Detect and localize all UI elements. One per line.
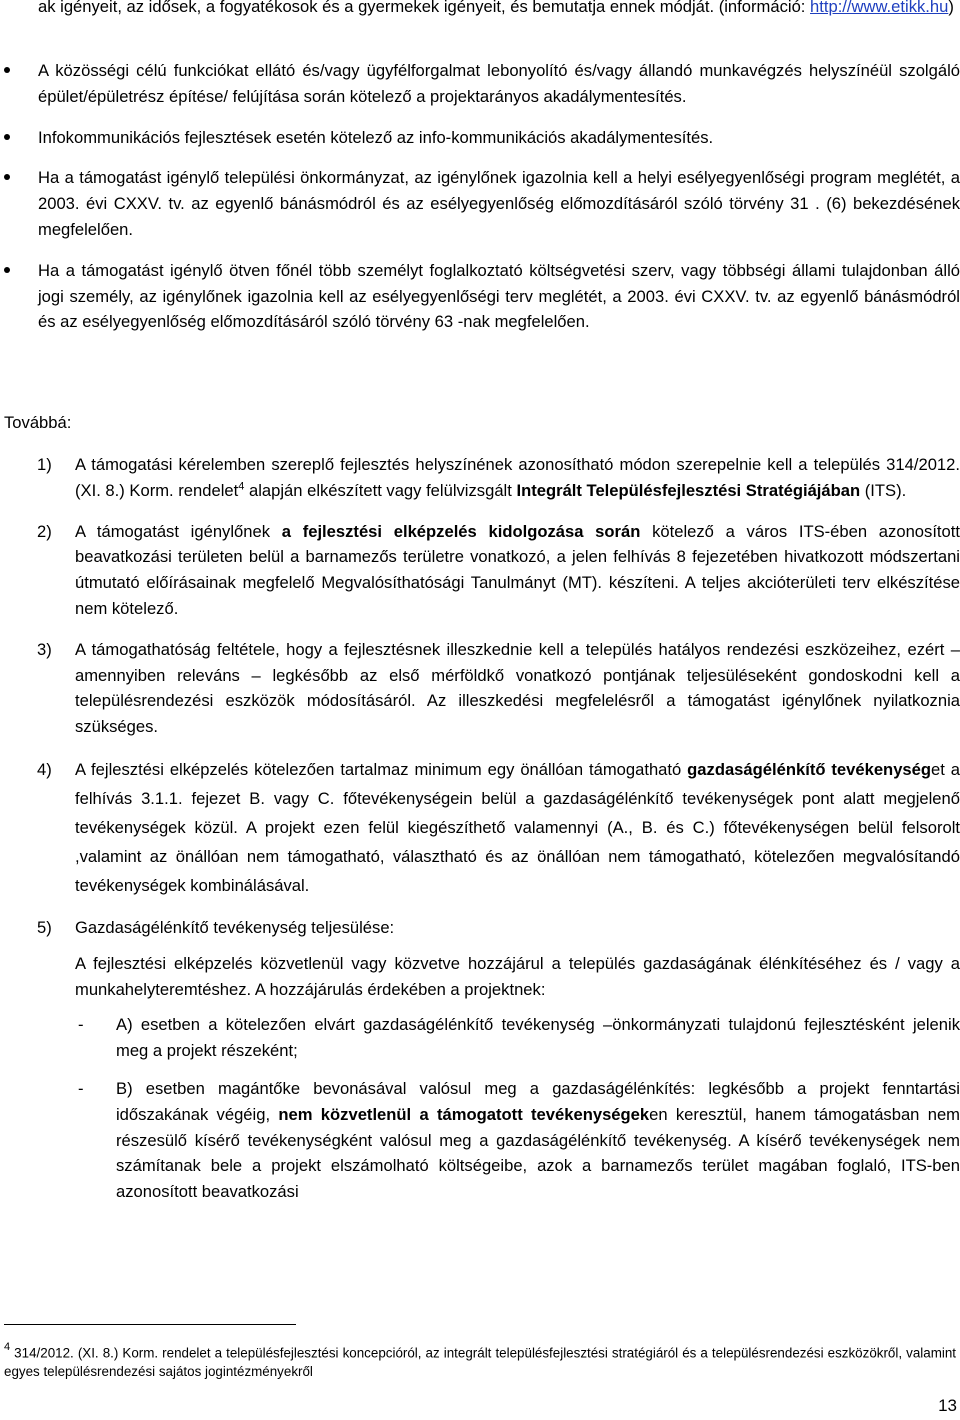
item-text xyxy=(75,755,960,900)
item-5-heading: Gazdaságélénkítő tevékenység teljesülése: xyxy=(75,917,395,937)
item-2-text-b: kötelező a város ITS-ében azonosított beavatkozási területen belül a barnamezős területre vonatkozó, a jelen felhívás 8 fejezetében hivatkozott módszertani útmutató előírásainak megfelelő Megvalósíthatósági Tanulmányt (MT). készíteni. A teljes akcióterületi terv elkészítése nem kötelező. xyxy=(75,521,960,618)
item-4-text-a: A fejlesztési elképzelés kötelezően tartalmaz minimum egy önállóan támogatható xyxy=(75,759,688,779)
item-number: 2) xyxy=(37,521,52,541)
item-2-text-a: A támogatást igénylőnek xyxy=(75,521,282,541)
item-number: 4) xyxy=(37,759,52,779)
dash-b-bold: nem közvetlenül a támogatott tevékenységek xyxy=(278,1104,650,1124)
item-text xyxy=(75,519,960,622)
item-number: 5) xyxy=(37,917,52,937)
dash-mark: - xyxy=(78,1078,84,1098)
bullet-item xyxy=(0,258,960,335)
intro-paragraph xyxy=(38,0,960,20)
bullet-text: A közösségi célú funkciókat ellátó és/vagy ügyfélforgalmat lebonyolító és/vagy állandó munkavégzés helyszínéül szolgáló épület/épületrész építése/ felújítása során kötelező a projektarányos akadálymentesítés. xyxy=(38,61,960,106)
bullet-item xyxy=(0,125,960,151)
requirements-bullet-list xyxy=(0,58,960,350)
bullet-dot-icon xyxy=(4,174,10,180)
numbered-list xyxy=(0,452,960,1217)
item-4-text-b: et a felhívás 3.1.1. fejezet B. vagy C. főtevékenységein belül a gazdaságélénkítő tevékenységek pont alatt megjelenő tevékenységek közül. A projekt ezen felül kiegészíthető valamennyi (A., B. és C.) főtevékenységen belül felsorolt ,valamint az önállóan nem támogatható, választható és az önállóan nem támogatható, kötelezően megvalósítandó tevékenységek kombinálásával. xyxy=(75,759,960,895)
numbered-item-3 xyxy=(0,637,960,740)
footnote-separator xyxy=(4,1324,296,1325)
item-1-text-a: A támogatási kérelemben szereplő fejlesztés helyszínének azonosítható módon szerepelnie kell a település 314/2012. (XI. 8.) Korm. rendelet xyxy=(75,455,960,500)
bullet-dot-icon xyxy=(4,67,10,73)
item-1-bold: Integrált Településfejlesztési Stratégiájában xyxy=(516,480,861,500)
footnote-number: 4 xyxy=(4,1341,11,1353)
numbered-item-1 xyxy=(0,452,960,504)
dash-item-a-text: A) esetben a kötelezően elvárt gazdaságélénkítő tevékenység –önkormányzati tulajdonú fejlesztésként jelenik meg a projekt részeként; xyxy=(116,1015,960,1061)
dash-b-text-a: B) esetben magántőke bevonásával valósul meg a gazdaságélénkítés: legkésőbb a projekt fenntartási időszakának végéig, xyxy=(116,1078,960,1124)
item-number: 1) xyxy=(37,455,52,474)
bullet-text: Ha a támogatást igénylő ötven főnél több személyt foglalkoztató költségvetési szerv, vagy többségi állami tulajdonban álló jogi személy, az igénylőnek igazolnia kell az esélyegyenlőségi terv meglétét, a 2003. évi CXXV. tv. az egyenlő bánásmódról és az esélyegyenlőség előmozdításáról szóló törvény 63 -nak megfelelően. xyxy=(38,260,960,332)
dash-item-b-text xyxy=(116,1076,960,1205)
bullet-text: Ha a támogatást igénylő települési önkormányzat, az igénylőnek igazolnia kell a helyi esélyegyenlőségi program meglétét, a 2003. évi CXXV. tv. az egyenlő bánásmódról és az esélyegyenlőség előmozdításáról szóló törvény 31 . (6) bekezdésének megfelelően. xyxy=(38,168,960,239)
numbered-item-4 xyxy=(0,755,960,900)
footnote-ref[interactable]: 4 xyxy=(238,480,245,493)
etikk-link[interactable]: http://www.etikk.hu xyxy=(810,0,949,16)
page-number: 13 xyxy=(938,1396,957,1415)
item-2-bold: a fejlesztési elképzelés kidolgozása során xyxy=(281,521,641,541)
bullet-dot-icon xyxy=(4,267,10,273)
dash-item-a xyxy=(0,1012,960,1064)
item-1-text-b: alapján elkészített vagy felülvizsgált xyxy=(244,480,517,500)
footnote-text: 314/2012. (XI. 8.) Korm. rendelet a településfejlesztési koncepcióról, az integrált településfejlesztési stratégiáról és a településrendezési eszközökről, valamint egyes településrendezési sajátos jogintézményekről xyxy=(4,1345,956,1380)
dash-item-b xyxy=(0,1076,960,1205)
item-number: 3) xyxy=(37,639,52,659)
dash-b-text-b: en keresztül, hanem támogatásban nem részesülő kísérő tevékenységként valósul meg a gazdaságélénkítő tevékenység. A kísérő tevékenységek nem számítanak bele a projekt elszámolható költségeibe, azok a barnamezős terület magában foglaló, ITS-ben azonosított beavatkozási xyxy=(116,1104,960,1202)
tovabba-heading: Továbbá: xyxy=(4,413,72,432)
item-1-text-c: (ITS). xyxy=(860,480,907,500)
numbered-item-2 xyxy=(0,519,960,622)
dash-mark: - xyxy=(78,1015,84,1035)
intro-close: ) xyxy=(948,0,954,16)
bullet-item xyxy=(0,58,960,110)
bullet-item xyxy=(0,165,960,242)
intro-text: ak igényeit, az idősek, a fogyatékosok és a gyermekek igényeit, és bemutatja ennek módját. (információ: xyxy=(38,0,811,16)
item-text xyxy=(75,452,960,504)
numbered-item-5 xyxy=(0,915,960,941)
item-4-bold: gazdaságélénkítő tevékenység xyxy=(687,759,932,779)
item-5-paragraph xyxy=(0,951,960,1003)
item-text: A támogathatóság feltétele, hogy a fejlesztésnek illeszkednie kell a település hatályos rendezési eszközeihez, ezért – amennyiben releváns – legkésőbb az első mérföldkő vonatkozó pontjának teljesüléseként gondoskodni kell a településrendezési eszközök módosításáról. Az illeszkedési megfelelésről a támogatást igénylőnek nyilatkoznia szükséges. xyxy=(75,639,960,737)
bullet-dot-icon xyxy=(4,134,10,140)
bullet-text: Infokommunikációs fejlesztések esetén kötelező az info-kommunikációs akadálymentesítés. xyxy=(38,127,714,147)
footnote xyxy=(4,1340,956,1381)
item-5-paragraph-text: A fejlesztési elképzelés közvetlenül vagy közvetve hozzájárul a település gazdaságának élénkítéséhez és / vagy a munkahelyteremtéshez. A hozzájárulás érdekében a projektnek: xyxy=(75,953,960,999)
